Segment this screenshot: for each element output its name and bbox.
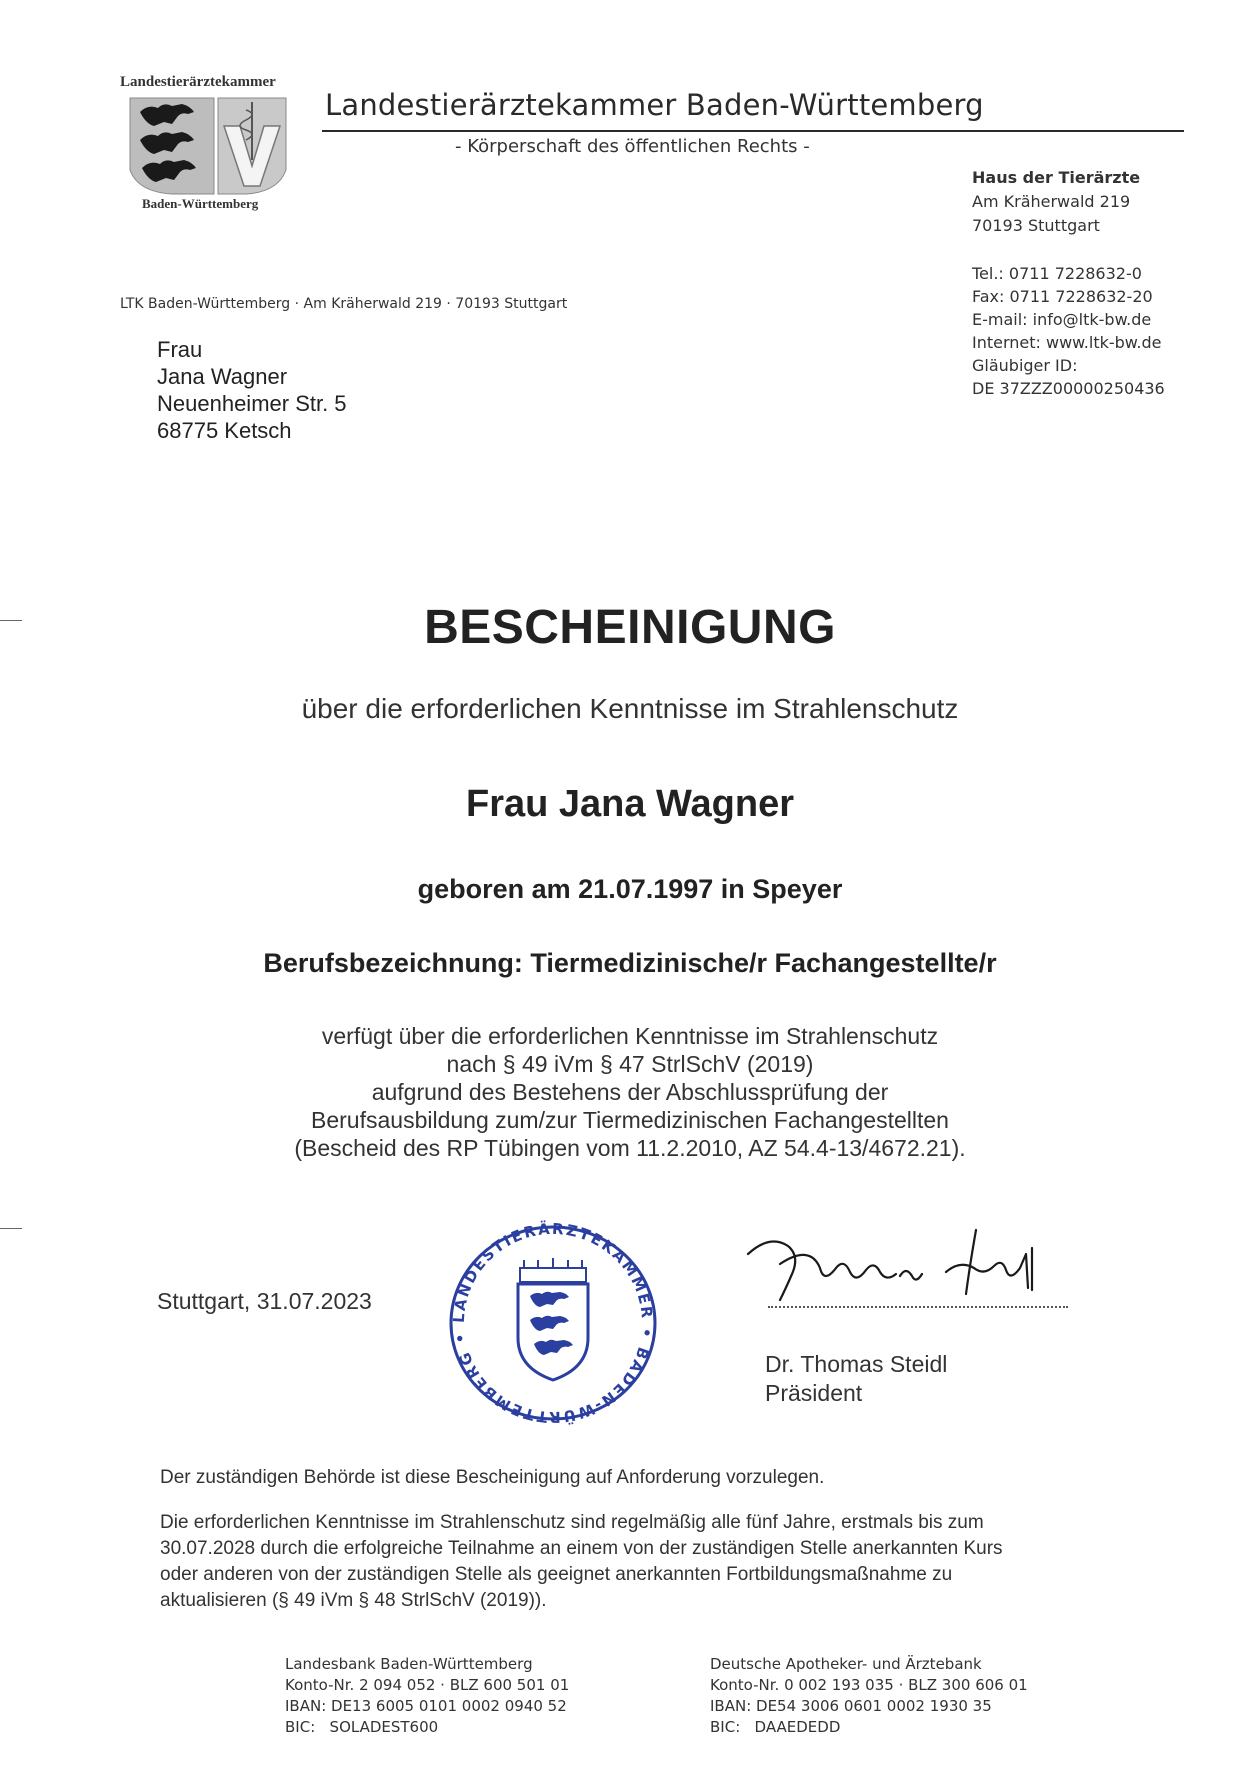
coat-of-arms-lions-logo-icon (118, 70, 298, 210)
certificate-birth-info: geboren am 21.07.1997 in Speyer (417, 874, 843, 904)
signer-role: Präsident (765, 1380, 863, 1406)
signer-block (765, 1350, 947, 1408)
certificate-body-line: verfügt über die erforderlichen Kenntnisse im Strahlenschutz (321, 1023, 939, 1049)
recipient-name: Jana Wagner (157, 364, 288, 389)
bank-details-2 (710, 1654, 1028, 1738)
contact-fax: Fax: 0711 7228632-20 (972, 287, 1153, 306)
renewal-line: Die erforderlichen Kenntnisse im Strahlenschutz sind regelmäßig alle fünf Jahre, erstmals bis zum (160, 1512, 984, 1533)
bank-account: Konto-Nr. 0 002 193 035 · BLZ 300 606 01 (710, 1676, 1028, 1694)
certificate-body (0, 1022, 1260, 1162)
place-and-date: Stuttgart, 31.07.2023 (157, 1288, 372, 1314)
certificate-subtitle: über die erforderlichen Kenntnisse im Strahlenschutz (301, 693, 959, 724)
certificate-job-title: Berufsbezeichnung: Tiermedizinische/r Fachangestellte/r (263, 948, 997, 978)
certificate-body-line: nach § 49 iVm § 47 StrlSchV (2019) (446, 1051, 814, 1077)
contact-tel: Tel.: 0711 7228632-0 (972, 264, 1142, 283)
bank-name: Landesbank Baden-Württemberg (285, 1655, 533, 1673)
notice-paragraph: Der zuständigen Behörde ist diese Bescheinigung auf Anforderung vorzulegen. (160, 1467, 825, 1488)
logo-top-text: Landestierärztekammer (120, 74, 276, 90)
contact-internet: Internet: www.ltk-bw.de (972, 333, 1162, 352)
contact-creditor-id: DE 37ZZZ00000250436 (972, 379, 1165, 398)
recipient-city: 68775 Ketsch (157, 418, 292, 443)
official-seal-icon (438, 1218, 668, 1428)
seal-text: LANDESTIERÄRZTEKAMMER • BADEN-WÜRTTEMBERG • (449, 1219, 657, 1427)
bank-iban: IBAN: DE54 3006 0601 0002 1930 35 (710, 1697, 992, 1715)
handwritten-signature-icon (740, 1224, 1085, 1324)
bank-name: Deutsche Apotheker- und Ärztebank (710, 1655, 982, 1673)
bank-bic: BIC: DAAEDEDD (710, 1718, 841, 1736)
renewal-line: aktualisieren (§ 49 iVm § 48 StrlSchV (2019)). (160, 1590, 547, 1611)
contact-street: Am Kräherwald 219 (972, 192, 1131, 211)
certificate-body-line: Berufsausbildung zum/zur Tiermedizinischen Fachangestellten (311, 1107, 949, 1133)
bank-account: Konto-Nr. 2 094 052 · BLZ 600 501 01 (285, 1676, 570, 1694)
certificate-title: BESCHEINIGUNG (424, 601, 836, 654)
bank-iban: IBAN: DE13 6005 0101 0002 0940 52 (285, 1697, 567, 1715)
signature-line (768, 1306, 1068, 1308)
organization-subtitle: - Körperschaft des öffentlichen Rechts - (455, 136, 810, 157)
fold-mark (0, 1228, 22, 1229)
certificate-person: Frau Jana Wagner (465, 783, 794, 825)
renewal-line: oder anderen von der zuständigen Stelle als geeignet anerkannten Fortbildungsmaßnahme zu (160, 1564, 953, 1585)
header-rule (322, 130, 1184, 132)
signer-name: Dr. Thomas Steidl (765, 1351, 948, 1377)
certificate-body-line: (Bescheid des RP Tübingen vom 11.2.2010, AZ 54.4-13/4672.21). (294, 1135, 966, 1161)
contact-creditor-label: Gläubiger ID: (972, 356, 1078, 375)
bank-bic: BIC: SOLADEST600 (285, 1718, 439, 1736)
bank-details-1 (285, 1654, 569, 1738)
sender-address-line: LTK Baden-Württemberg · Am Kräherwald 219 · 70193 Stuttgart (120, 296, 568, 312)
recipient-address (157, 336, 347, 444)
contact-house-title: Haus der Tierärzte (972, 168, 1141, 187)
contact-email: E-mail: info@ltk-bw.de (972, 310, 1152, 329)
renewal-line: 30.07.2028 durch die erfolgreiche Teilnahme an einem von der zuständigen Stelle anerkannten Kurs (160, 1538, 1003, 1559)
contact-city: 70193 Stuttgart (972, 216, 1100, 235)
recipient-street: Neuenheimer Str. 5 (157, 391, 347, 416)
renewal-paragraph (160, 1510, 1110, 1614)
organization-name: Landestierärztekammer Baden-Württemberg (325, 88, 984, 122)
recipient-salutation: Frau (157, 337, 203, 362)
logo-bottom-text: Baden-Württemberg (142, 196, 259, 211)
certificate-body-line: aufgrund des Bestehens der Abschlussprüfung der (371, 1079, 889, 1105)
